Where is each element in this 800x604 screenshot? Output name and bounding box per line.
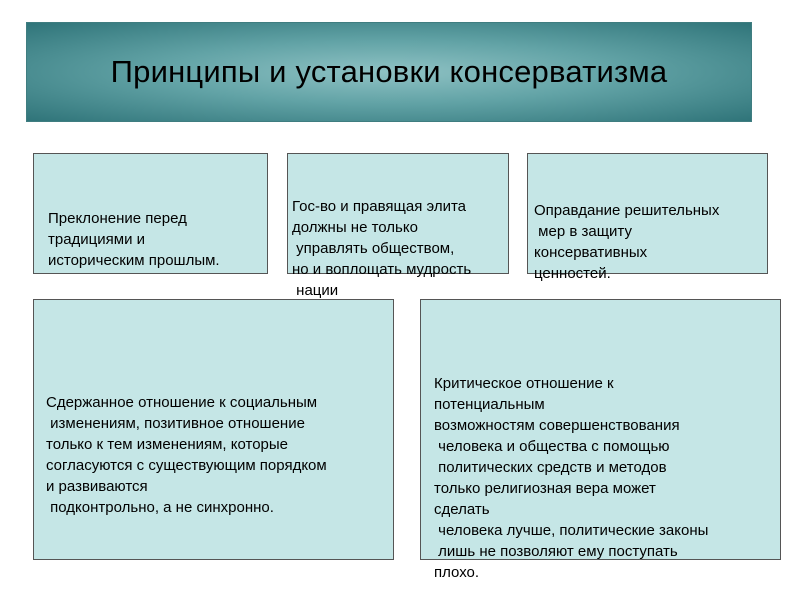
principle-text-social-changes: Сдержанное отношение к социальным изменениям, позитивное отношение только к тем изменениям, которые согласуются с существующим порядком и развиваются подконтрольно, а не синхронно. — [46, 394, 327, 516]
title-banner — [26, 22, 752, 122]
principle-box-elite — [287, 153, 509, 299]
principle-text-traditions: Преклонение перед традициями и историческим прошлым. — [48, 210, 220, 269]
principle-box-social-changes — [33, 299, 394, 560]
principle-box-traditions — [33, 153, 268, 274]
principle-text-critical-attitude: Критическое отношение к потенциальным возможностям совершенствования человека и общества с помощью политических средств и методов только религиозная вера может сделать человека лучше, политические законы лишь не позволяют ему поступать плохо. — [434, 375, 709, 581]
principle-text-decisive-measures: Оправдание решительных мер в защиту консервативных ценностей. — [534, 202, 720, 282]
principle-box-decisive-measures — [527, 153, 768, 282]
principle-box-critical-attitude — [420, 299, 781, 581]
slide-title: Принципы и установки консерватизма — [110, 54, 668, 89]
principle-text-elite: Гос-во и правящая элита должны не только управлять обществом, но и воплощать мудрость нации — [292, 198, 472, 299]
